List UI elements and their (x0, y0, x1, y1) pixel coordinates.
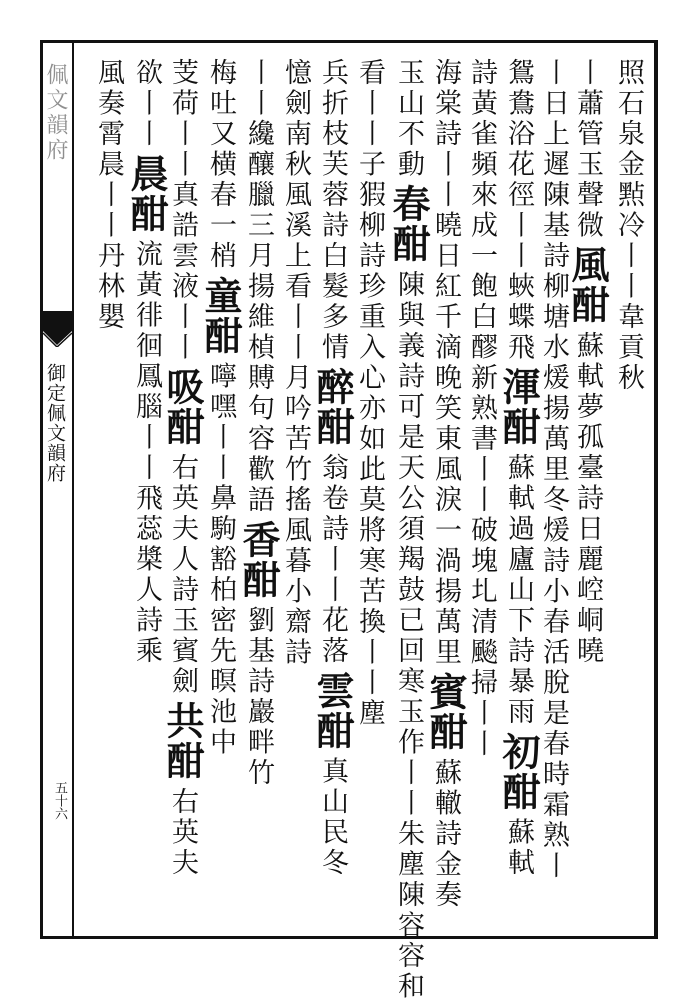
margin-top-text: 佩文韻府 (49, 63, 71, 163)
column-text: 玉山不動 (393, 58, 424, 180)
column-text: 丨日上遲陳基詩柳塘水煖 (538, 58, 569, 394)
entry-head-word: 吸酣 (160, 367, 204, 447)
entry-head-word: 雲酣 (310, 671, 354, 751)
column-text: 看丨丨 (354, 58, 385, 150)
text-column-15 (86, 58, 130, 928)
text-column-11 (236, 58, 280, 928)
column-text: 梅吐又横春一梢 (205, 58, 236, 272)
text-column-1 (606, 58, 650, 928)
column-text: 真山民冬 (317, 757, 348, 879)
column-text: 破塊圠清飈掃丨丨 (466, 516, 497, 760)
column-text: 丨丨纔釀臘三月 (243, 58, 274, 272)
column-text: 風奏霄晨丨 (93, 58, 124, 211)
frame-bottom-rule (40, 936, 657, 939)
column-text: 丨丹林嬰 (93, 211, 124, 333)
column-text: 陳與義詩可是天公須羯鼓已回寒玉作丨丨朱 (393, 270, 424, 850)
frame-right-rule (654, 40, 658, 939)
text-column-14 (124, 58, 168, 928)
column-text: 暮小齋詩 (280, 546, 311, 668)
column-text: 右英夫 (167, 787, 198, 879)
entry-head-word: 風酣 (565, 245, 609, 325)
column-text: 蘇轍詩金奏 (430, 758, 461, 911)
column-text: 真誥雲液丨丨 (167, 180, 198, 363)
column-text: 柏密先暝池中 (205, 575, 236, 758)
frame-top-rule (40, 40, 657, 43)
entry-head-word: 醉酣 (310, 367, 354, 447)
column-text: 兵折枝芙蓉詩白髮多情 (317, 58, 348, 363)
fish-tail-icon (43, 311, 72, 347)
entry-head-word: 晨酣 (124, 154, 168, 234)
column-text: 憶劍南秋風溪上看丨丨 (280, 58, 311, 363)
margin-book-title: 御定佩文韻府 (47, 363, 69, 483)
frame-inner-rule (72, 40, 74, 939)
entry-head-word: 香酣 (236, 520, 280, 600)
text-column-7 (386, 58, 430, 928)
column-text: 揚維楨賻句容歡語 (243, 272, 274, 516)
column-text: 芰荷丨丨 (167, 58, 198, 180)
column-text: 鴛鴦浴花徑丨丨蛺蝶飛 (503, 58, 534, 363)
column-text: 蘇軾 (503, 818, 534, 879)
column-text: 照石泉金㸃冷丨丨韋貢秋 (613, 58, 644, 394)
column-text: 蘇軾夢孤臺詩日麗崆峒曉 (572, 331, 603, 667)
column-text: 劉基詩巖畔竹 (243, 606, 274, 789)
column-text: 右英夫人詩玉賓劍 (167, 453, 198, 697)
page-number: 五十六 (47, 781, 69, 820)
entry-head-word: 初酣 (496, 732, 540, 812)
entry-head-word: 童酣 (198, 276, 242, 356)
entry-head-word: 賓酣 (423, 672, 467, 752)
column-text: 揚萬里冬煖詩小春活脫是春時霜熟丨 (538, 394, 569, 882)
column-text: 丨蕭管玉聲微 (572, 58, 603, 241)
entry-head-word: 共酣 (160, 701, 204, 781)
margin-strip (43, 43, 72, 936)
column-text: 嚀嘿丨丨鼻駒豁 (205, 362, 236, 576)
entry-head-word: 渾酣 (496, 367, 540, 447)
column-text: 塵陳容容和 (393, 850, 424, 1002)
column-text: 詩黃雀頻來成一飽白醪新熟書丨丨 (466, 58, 497, 516)
column-text: 海棠詩丨丨曉日紅千滴晚笑東風淚一渦 (430, 58, 461, 577)
column-text: 揚萬里 (430, 577, 461, 669)
column-text: 蘇軾過廬山下詩暴雨 (503, 453, 534, 728)
entry-head-word: 春酣 (386, 184, 430, 264)
column-text: 翁卷詩丨丨花落 (317, 453, 348, 667)
column-text: 月吟苦竹搖風 (280, 363, 311, 546)
column-text: 欲丨丨 (131, 58, 162, 150)
column-text: 鳳腦丨丨飛蕊槳 (131, 362, 162, 576)
column-text: 人詩乘 (131, 575, 162, 667)
column-text: 流黃徘徊 (131, 240, 162, 362)
column-text: 子猳柳詩珍重入心亦如此莫將寒苦換丨丨塵 (354, 150, 385, 730)
text-column-12 (198, 58, 242, 928)
